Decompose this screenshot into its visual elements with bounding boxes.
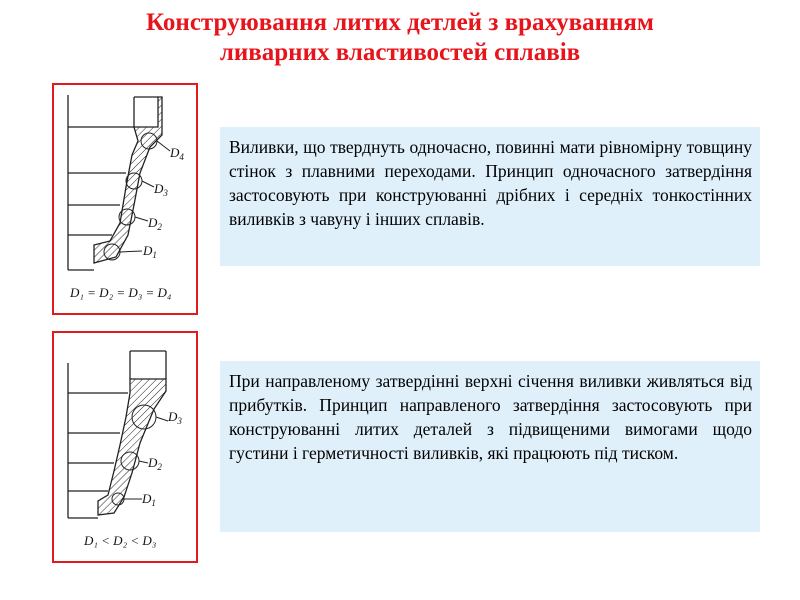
figure2-caption: D₁ < D₂ < D₃ — [84, 533, 157, 548]
label-d2: $D_2$ — [148, 455, 162, 472]
label-d3: $D_3$ — [168, 409, 182, 426]
label-d3: $D_3$ — [154, 181, 168, 198]
casting-wall-uniform — [94, 97, 162, 263]
casting-section-drawing-1 — [54, 85, 196, 313]
casting-section-drawing-2 — [54, 333, 196, 561]
slide-title — [40, 8, 760, 68]
text-uniform-solidification: Виливки, що тверднуть одночасно, повинні мати рівномірну товщину стінок з плавними переходами. Принцип одночасного затвердіння застосовують при конструюванні дрібних і середніх тонкостінних виливків з чавуну і інших сплавів. — [220, 127, 760, 266]
figure-uniform-solidification — [52, 83, 198, 315]
label-d4: $D_4$ — [170, 145, 184, 162]
label-d2: $D_2$ — [148, 215, 162, 232]
figure-directional-solidification — [52, 331, 198, 563]
figure1-caption: D₁ = D₂ = D₃ = D₄ — [70, 285, 172, 300]
title-line-1: Конструювання литих детлей з врахуванням — [146, 9, 654, 36]
label-d1: $D_1$ — [143, 243, 157, 260]
casting-wall-tapered — [98, 379, 166, 515]
title-line-2: ливарних властивостей сплавів — [219, 39, 581, 66]
label-d1: $D_1$ — [142, 491, 156, 508]
text-directional-solidification: При направленому затвердінні верхні січення виливки живляться від прибутків. Принцип направленого затвердіння застосовують при конструюванні литих деталей з підвищеними вимогами щодо густини і герметичності виливків, які працюють під тиском. — [220, 361, 760, 532]
